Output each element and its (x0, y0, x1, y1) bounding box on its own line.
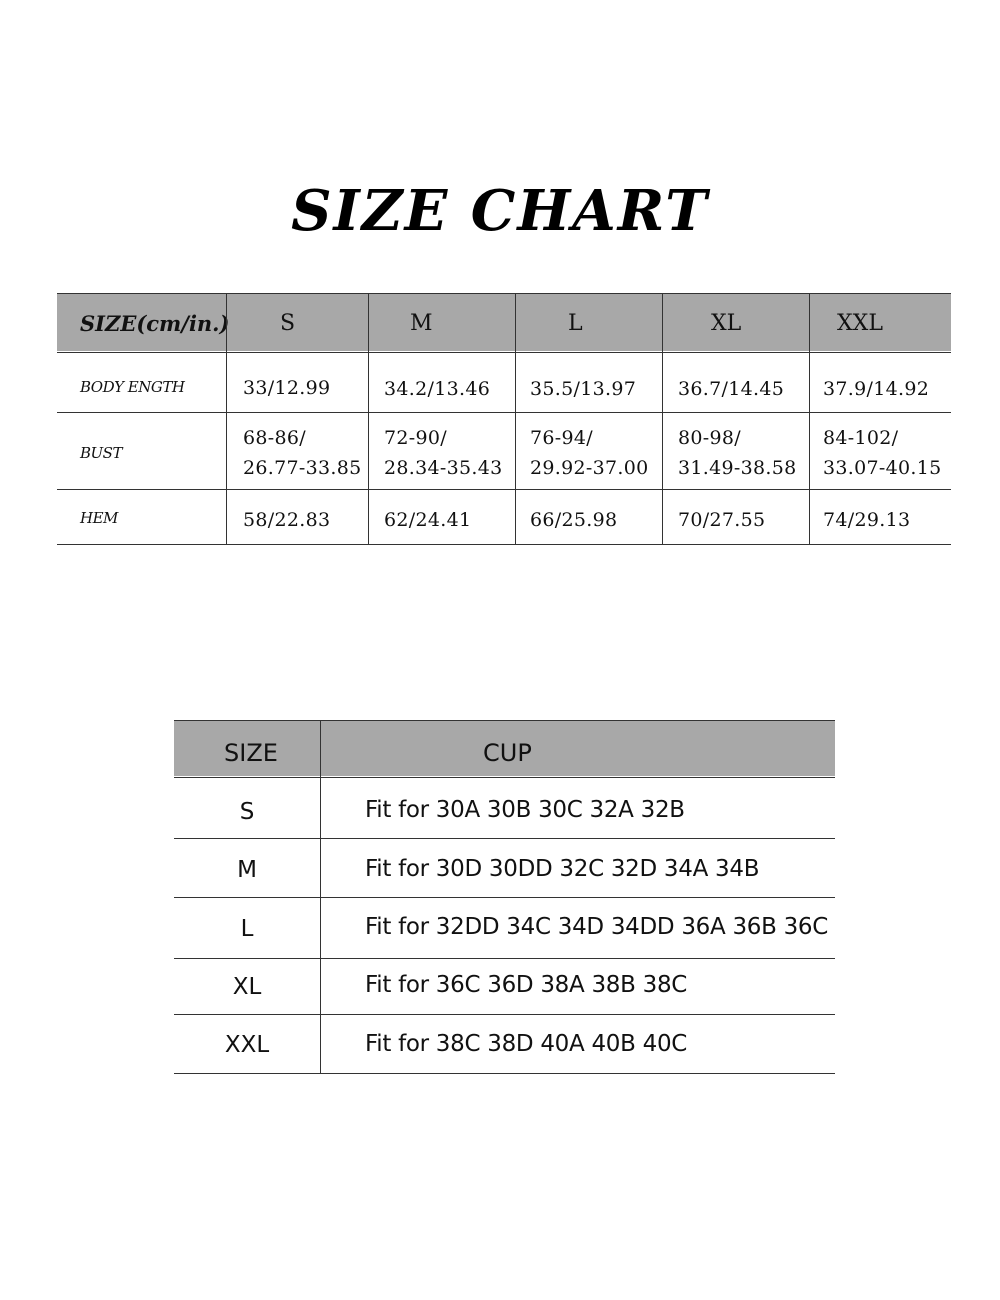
row-divider (57, 544, 951, 545)
row-divider (174, 897, 835, 898)
column-divider (368, 293, 369, 545)
page-title: SIZE CHART (291, 178, 709, 244)
measurement-table-header (57, 293, 951, 351)
header-size-s: S (280, 311, 296, 336)
cell-body-length-m: 34.2/13.46 (384, 378, 491, 400)
cup-row-size-m: M (237, 857, 257, 883)
row-divider (174, 1073, 835, 1074)
cell-body-length-s: 33/12.99 (243, 377, 331, 399)
cell-hem-m: 62/24.41 (384, 509, 472, 531)
column-divider (662, 293, 663, 545)
cell-bust-xl: 80-98/ 31.49-38.58 (678, 427, 797, 479)
cup-row-size-s: S (239, 799, 255, 825)
cell-hem-s: 58/22.83 (243, 509, 331, 531)
row-divider (174, 838, 835, 839)
cell-bust-l: 76-94/ 29.92-37.00 (530, 427, 649, 479)
cell-body-length-xl: 36.7/14.45 (678, 378, 785, 400)
cup-row-size-l: L (240, 916, 254, 942)
header-size-xxl: XXL (837, 311, 883, 336)
header-size: SIZE (224, 739, 278, 767)
cup-row-fit-m: Fit for 30D 30DD 32C 32D 34A 34B (365, 856, 760, 882)
column-divider (515, 293, 516, 545)
header-size-unit: SIZE(cm/in.) (80, 311, 230, 336)
cell-hem-xl: 70/27.55 (678, 509, 766, 531)
row-label-body-length: BODY ENGTH (80, 378, 185, 396)
cell-hem-xxl: 74/29.13 (823, 509, 911, 531)
row-label-hem: HEM (80, 509, 118, 527)
cup-row-size-xxl: XXL (224, 1032, 270, 1058)
column-divider (226, 293, 227, 545)
row-divider (57, 489, 951, 490)
cup-row-fit-xl: Fit for 36C 36D 38A 38B 38C (365, 972, 688, 998)
header-size-xl: XL (711, 311, 742, 336)
header-divider (57, 352, 951, 353)
row-divider (174, 958, 835, 959)
header-divider (174, 777, 835, 778)
cup-table-header (174, 720, 835, 776)
header-size-l: L (568, 311, 583, 336)
row-divider (57, 412, 951, 413)
header-size-m: M (410, 311, 433, 336)
cell-hem-l: 66/25.98 (530, 509, 618, 531)
cup-row-size-xl: XL (232, 974, 262, 1000)
cup-row-fit-s: Fit for 30A 30B 30C 32A 32B (365, 797, 685, 823)
row-label-bust: BUST (80, 444, 122, 462)
cell-bust-m: 72-90/ 28.34-35.43 (384, 427, 503, 479)
cell-body-length-xxl: 37.9/14.92 (823, 378, 930, 400)
cell-body-length-l: 35.5/13.97 (530, 378, 637, 400)
column-divider (809, 293, 810, 545)
header-cup: CUP (483, 739, 532, 767)
cup-row-fit-xxl: Fit for 38C 38D 40A 40B 40C (365, 1031, 688, 1057)
cell-bust-xxl: 84-102/ 33.07-40.15 (823, 427, 942, 479)
cup-row-fit-l: Fit for 32DD 34C 34D 34DD 36A 36B 36C (365, 914, 829, 940)
cell-bust-s: 68-86/ 26.77-33.85 (243, 427, 362, 479)
row-divider (174, 1014, 835, 1015)
